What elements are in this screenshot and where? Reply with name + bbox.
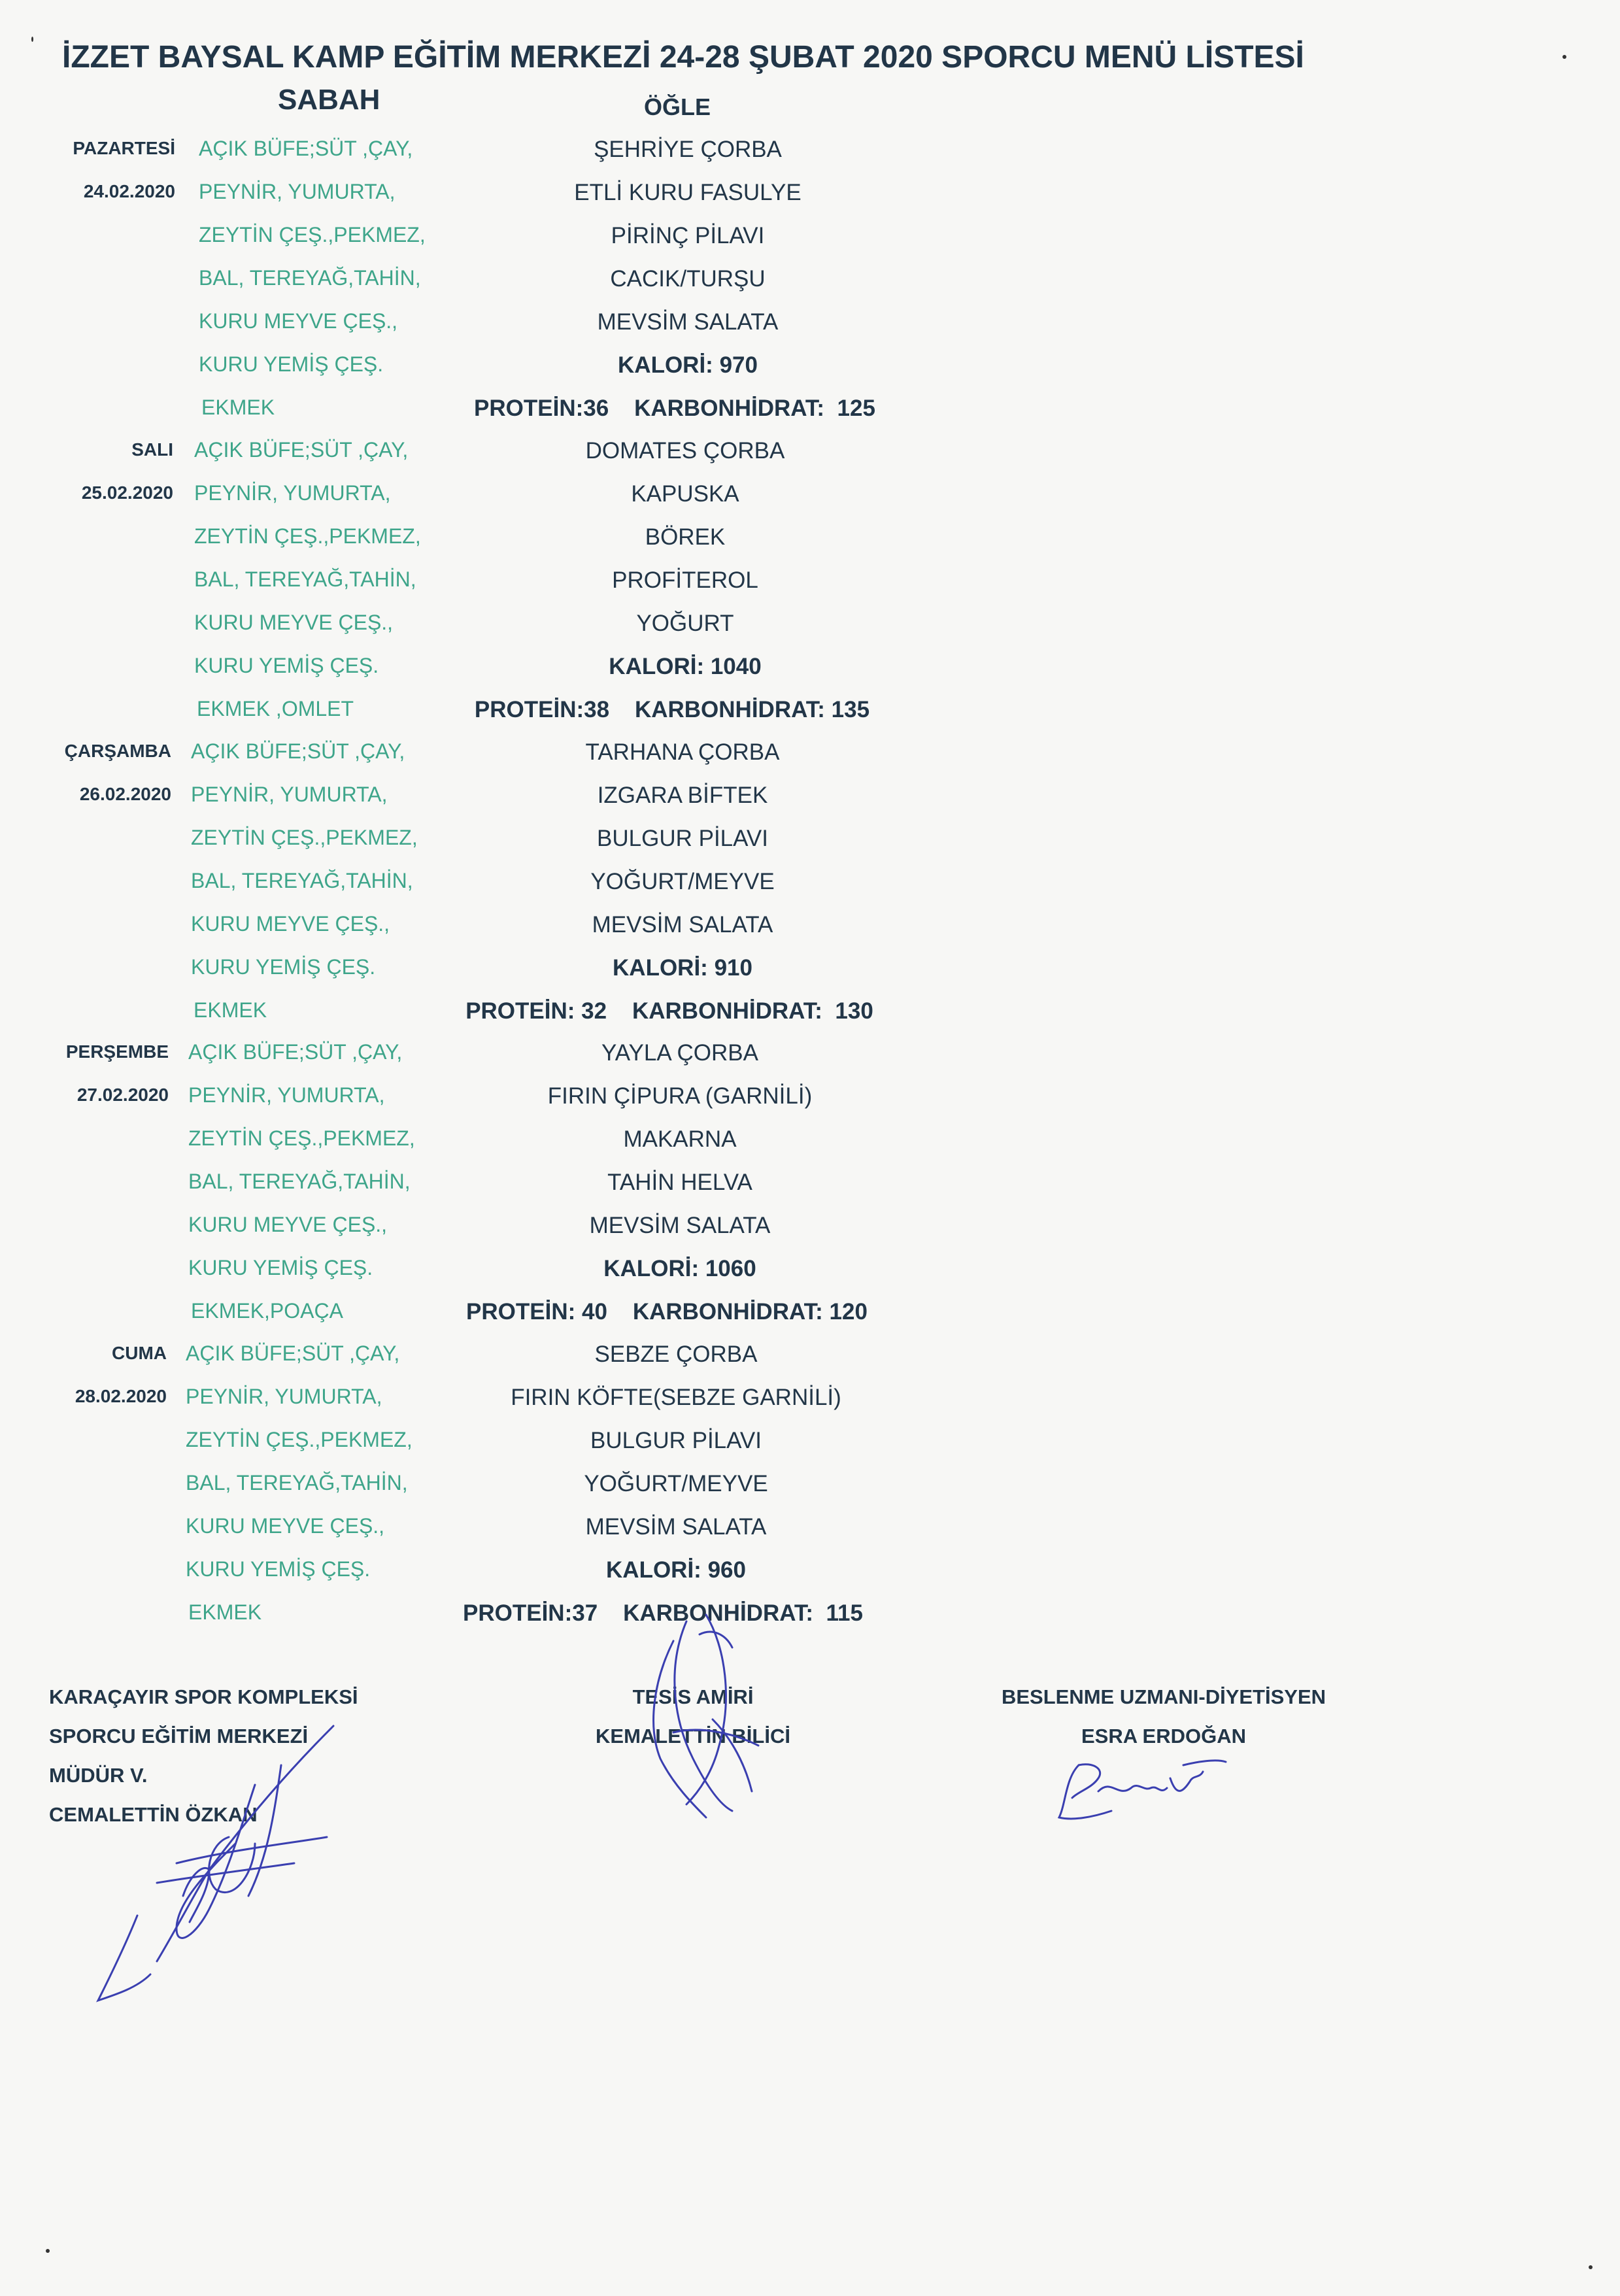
lunch-item: YAYLA ÇORBA	[601, 1040, 758, 1066]
day-date: 27.02.2020	[76, 1085, 169, 1105]
lunch-item: PİRİNÇ PİLAVI	[611, 223, 765, 248]
macro-totals: PROTEİN:36 KARBONHİDRAT: 125	[474, 396, 875, 421]
breakfast-item: ZEYTİN ÇEŞ.,PEKMEZ,	[191, 826, 418, 849]
breakfast-item: KURU YEMİŞ ÇEŞ.	[191, 955, 376, 979]
scan-mark	[31, 37, 33, 42]
lunch-item: FIRIN KÖFTE(SEBZE GARNİLİ)	[511, 1385, 841, 1410]
calorie-total: KALORİ: 1060	[603, 1256, 756, 1281]
breakfast-item: AÇIK BÜFE;SÜT ,ÇAY,	[191, 739, 405, 763]
day-date: 25.02.2020	[81, 482, 173, 503]
breakfast-item: PEYNİR, YUMURTA,	[191, 783, 388, 806]
signature-line: TESİS AMİRİ	[632, 1685, 754, 1708]
lunch-item: MEVSİM SALATA	[597, 309, 779, 335]
lunch-item: YOĞURT/MEYVE	[584, 1471, 768, 1496]
breakfast-header: SABAH	[278, 84, 380, 116]
macro-totals: PROTEİN: 40 KARBONHİDRAT: 120	[466, 1299, 868, 1325]
macro-totals: PROTEİN:38 KARBONHİDRAT: 135	[474, 697, 870, 722]
lunch-item: TAHİN HELVA	[607, 1170, 752, 1195]
breakfast-item: BAL, TEREYAĞ,TAHİN,	[194, 567, 416, 591]
handwritten-signature-facility-manager	[634, 1595, 778, 1831]
lunch-item: IZGARA BİFTEK	[597, 783, 768, 808]
breakfast-item: KURU YEMİŞ ÇEŞ.	[194, 654, 379, 677]
day-date: 28.02.2020	[75, 1386, 167, 1406]
day-name: PERŞEMBE	[65, 1041, 169, 1062]
signature-line: CEMALETTİN ÖZKAN	[49, 1803, 258, 1826]
lunch-item: ETLİ KURU FASULYE	[574, 180, 802, 205]
lunch-item: MEVSİM SALATA	[589, 1213, 771, 1238]
scan-mark	[1589, 2265, 1593, 2269]
calorie-total: KALORİ: 1040	[609, 654, 762, 679]
breakfast-item: BAL, TEREYAĞ,TAHİN,	[199, 266, 421, 290]
calorie-total: KALORİ: 910	[613, 955, 752, 981]
signature-line: SPORCU EĞİTİM MERKEZİ	[49, 1725, 309, 1747]
signature-line: MÜDÜR V.	[49, 1764, 148, 1787]
day-date: 26.02.2020	[79, 784, 171, 804]
breakfast-item: KURU YEMİŞ ÇEŞ.	[186, 1557, 371, 1581]
lunch-item: FIRIN ÇİPURA (GARNİLİ)	[547, 1083, 813, 1109]
breakfast-item: BAL, TEREYAĞ,TAHİN,	[191, 869, 413, 892]
calorie-total: KALORİ: 970	[618, 352, 758, 378]
day-name: CUMA	[112, 1343, 167, 1363]
breakfast-item: ZEYTİN ÇEŞ.,PEKMEZ,	[194, 524, 421, 548]
lunch-item: PROFİTEROL	[612, 567, 758, 593]
breakfast-item: BAL, TEREYAĞ,TAHİN,	[186, 1471, 408, 1494]
lunch-item: KAPUSKA	[631, 481, 739, 507]
lunch-item: MEVSİM SALATA	[592, 912, 773, 937]
breakfast-item: KURU YEMİŞ ÇEŞ.	[199, 352, 384, 376]
day-name: ÇARŞAMBA	[64, 741, 171, 761]
signature-line: KEMALETTİN BİLİCİ	[596, 1725, 790, 1747]
macro-totals: PROTEİN: 32 KARBONHİDRAT: 130	[465, 998, 873, 1024]
scan-mark	[46, 2249, 50, 2253]
lunch-header: ÖĞLE	[644, 93, 711, 120]
breakfast-item: KURU MEYVE ÇEŞ.,	[191, 912, 390, 936]
macro-totals: PROTEİN:37 KARBONHİDRAT: 115	[463, 1600, 863, 1626]
lunch-item: YOĞURT	[636, 611, 734, 636]
breakfast-item: ZEYTİN ÇEŞ.,PEKMEZ,	[186, 1428, 413, 1451]
breakfast-item: KURU MEYVE ÇEŞ.,	[199, 309, 398, 333]
signature-line: ESRA ERDOĞAN	[1081, 1725, 1247, 1747]
lunch-item: BÖREK	[645, 524, 726, 550]
lunch-item: BULGUR PİLAVI	[590, 1428, 762, 1453]
breakfast-item: EKMEK ,OMLET	[197, 697, 354, 720]
breakfast-item: AÇIK BÜFE;SÜT ,ÇAY,	[188, 1040, 403, 1064]
breakfast-item: AÇIK BÜFE;SÜT ,ÇAY,	[186, 1342, 400, 1365]
breakfast-item: EKMEK	[188, 1600, 262, 1624]
lunch-item: CACIK/TURŞU	[610, 266, 766, 292]
lunch-item: YOĞURT/MEYVE	[590, 869, 775, 894]
lunch-item: SEBZE ÇORBA	[594, 1342, 758, 1367]
breakfast-item: KURU MEYVE ÇEŞ.,	[186, 1514, 385, 1538]
breakfast-item: EKMEK,POAÇA	[191, 1299, 343, 1323]
breakfast-item: ZEYTİN ÇEŞ.,PEKMEZ,	[188, 1126, 415, 1150]
breakfast-item: AÇIK BÜFE;SÜT ,ÇAY,	[194, 438, 409, 462]
breakfast-item: KURU MEYVE ÇEŞ.,	[188, 1213, 388, 1236]
breakfast-item: ZEYTİN ÇEŞ.,PEKMEZ,	[199, 223, 426, 246]
breakfast-item: BAL, TEREYAĞ,TAHİN,	[188, 1170, 411, 1193]
day-name: PAZARTESİ	[73, 138, 175, 158]
breakfast-item: PEYNİR, YUMURTA,	[188, 1083, 385, 1107]
breakfast-item: KURU MEYVE ÇEŞ.,	[194, 611, 394, 634]
breakfast-item: EKMEK	[194, 998, 267, 1022]
lunch-item: TARHANA ÇORBA	[585, 739, 780, 765]
breakfast-item: PEYNİR, YUMURTA,	[186, 1385, 382, 1408]
document-title: İZZET BAYSAL KAMP EĞİTİM MERKEZİ 24-28 ŞUBAT 2020 SPORCU MENÜ LİSTESİ	[62, 40, 1304, 75]
lunch-item: MEVSİM SALATA	[585, 1514, 767, 1540]
lunch-item: ŞEHRİYE ÇORBA	[594, 137, 782, 162]
breakfast-item: EKMEK	[201, 396, 275, 419]
breakfast-item: PEYNİR, YUMURTA,	[194, 481, 391, 505]
day-date: 24.02.2020	[83, 181, 175, 201]
scan-mark	[1562, 55, 1566, 59]
calorie-total: KALORİ: 960	[606, 1557, 746, 1583]
breakfast-item: AÇIK BÜFE;SÜT ,ÇAY,	[199, 137, 413, 160]
breakfast-item: PEYNİR, YUMURTA,	[199, 180, 396, 203]
signature-line: KARAÇAYIR SPOR KOMPLEKSİ	[49, 1685, 358, 1708]
lunch-item: DOMATES ÇORBA	[585, 438, 785, 464]
handwritten-signature-director	[78, 1713, 353, 2014]
lunch-item: BULGUR PİLAVI	[597, 826, 768, 851]
day-name: SALI	[131, 439, 173, 460]
handwritten-signature-dietitian	[1053, 1752, 1236, 1831]
breakfast-item: KURU YEMİŞ ÇEŞ.	[188, 1256, 373, 1279]
signature-line: BESLENME UZMANI-DİYETİSYEN	[1001, 1685, 1326, 1708]
lunch-item: MAKARNA	[623, 1126, 737, 1152]
